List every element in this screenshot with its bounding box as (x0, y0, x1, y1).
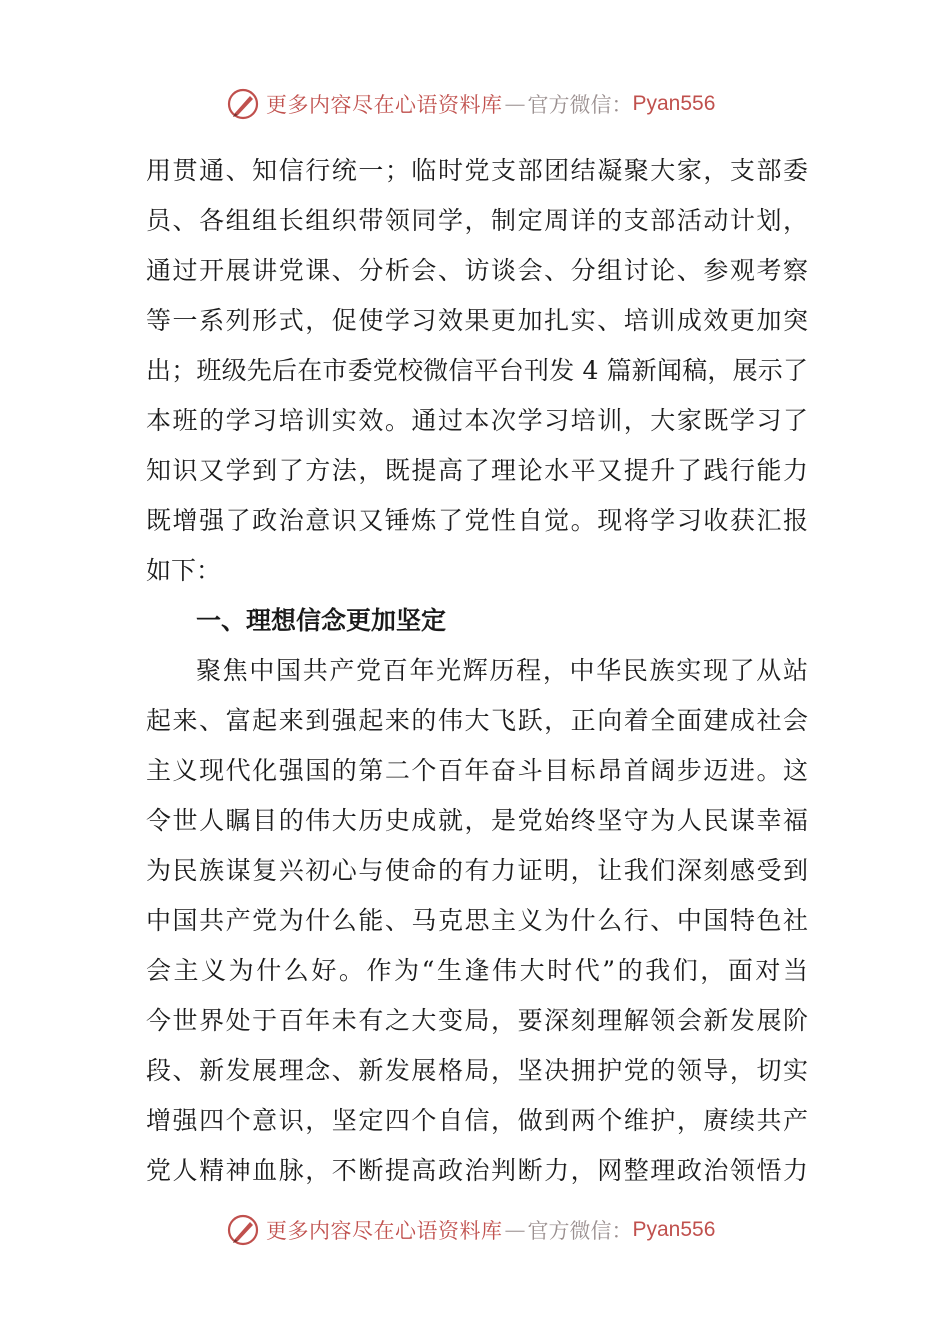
text-line: 增强四个意识，坚定四个自信，做到两个维护，赓续共产 (146, 1106, 808, 1135)
text-line: 为民族谋复兴初心与使命的有力证明，让我们深刻感受到 (146, 856, 808, 885)
text-line: 主义现代化强国的第二个百年奋斗目标昂首阔步迈进。这 (146, 756, 808, 785)
banner-separator: — (504, 1218, 526, 1242)
wechat-label: 官方微信： (527, 93, 633, 117)
wechat-id: Pyan556 (632, 92, 716, 115)
text-line: 中国共产党为什么能、马克思主义为什么行、中国特色社 (146, 906, 808, 935)
text-line: 今世界处于百年未有之大变局，要深刻理解领会新发展阶 (146, 1006, 808, 1035)
text-line: 出；班级先后在市委党校微信平台刊发 4 篇新闻稿，展示了 (146, 356, 808, 385)
text-line: 如下： (146, 556, 222, 585)
banner-separator: — (504, 92, 526, 116)
text-line: 用贯通、知信行统一；临时党支部团结凝聚大家，支部委 (146, 156, 808, 185)
text-line: 员、各组组长组织带领同学，制定周详的支部活动计划， (146, 206, 808, 235)
text-line: 会主义为什么好。作为“生逢伟大时代”的我们，面对当 (146, 956, 808, 985)
text-line: 聚焦中国共产党百年光辉历程，中华民族实现了从站 (196, 656, 808, 685)
text-line: 令世人瞩目的伟大历史成就，是党始终坚守为人民谋幸福 (146, 806, 808, 835)
site-name: 更多内容尽在心语资料库 (266, 1219, 503, 1243)
text-line: 知识又学到了方法，既提高了理论水平又提升了践行能力 (146, 456, 808, 485)
wechat-id: Pyan556 (632, 1218, 716, 1241)
pen-logo-icon (226, 87, 260, 121)
text-line: 既增强了政治意识又锤炼了党性自觉。现将学习收获汇报 (146, 506, 808, 535)
wechat-label: 官方微信： (527, 1219, 633, 1243)
header-watermark-banner (226, 84, 715, 124)
document-body (146, 146, 808, 1196)
text-line: 等一系列形式，促使学习效果更加扎实、培训成效更加突 (146, 306, 808, 335)
pen-logo-icon (226, 1213, 260, 1247)
text-line: 起来、富起来到强起来的伟大飞跃，正向着全面建成社会 (146, 706, 808, 735)
site-name: 更多内容尽在心语资料库 (266, 93, 503, 117)
section-heading: 一、理想信念更加坚定 (196, 606, 447, 635)
footer-watermark-banner (226, 1210, 715, 1250)
text-line: 段、新发展理念、新发展格局，坚决拥护党的领导，切实 (146, 1056, 808, 1085)
text-line: 本班的学习培训实效。通过本次学习培训，大家既学习了 (146, 406, 808, 435)
text-line: 党人精神血脉，不断提高政治判断力，网整理政治领悟力 (146, 1156, 808, 1185)
text-line: 通过开展讲党课、分析会、访谈会、分组讨论、参观考察 (146, 256, 808, 285)
